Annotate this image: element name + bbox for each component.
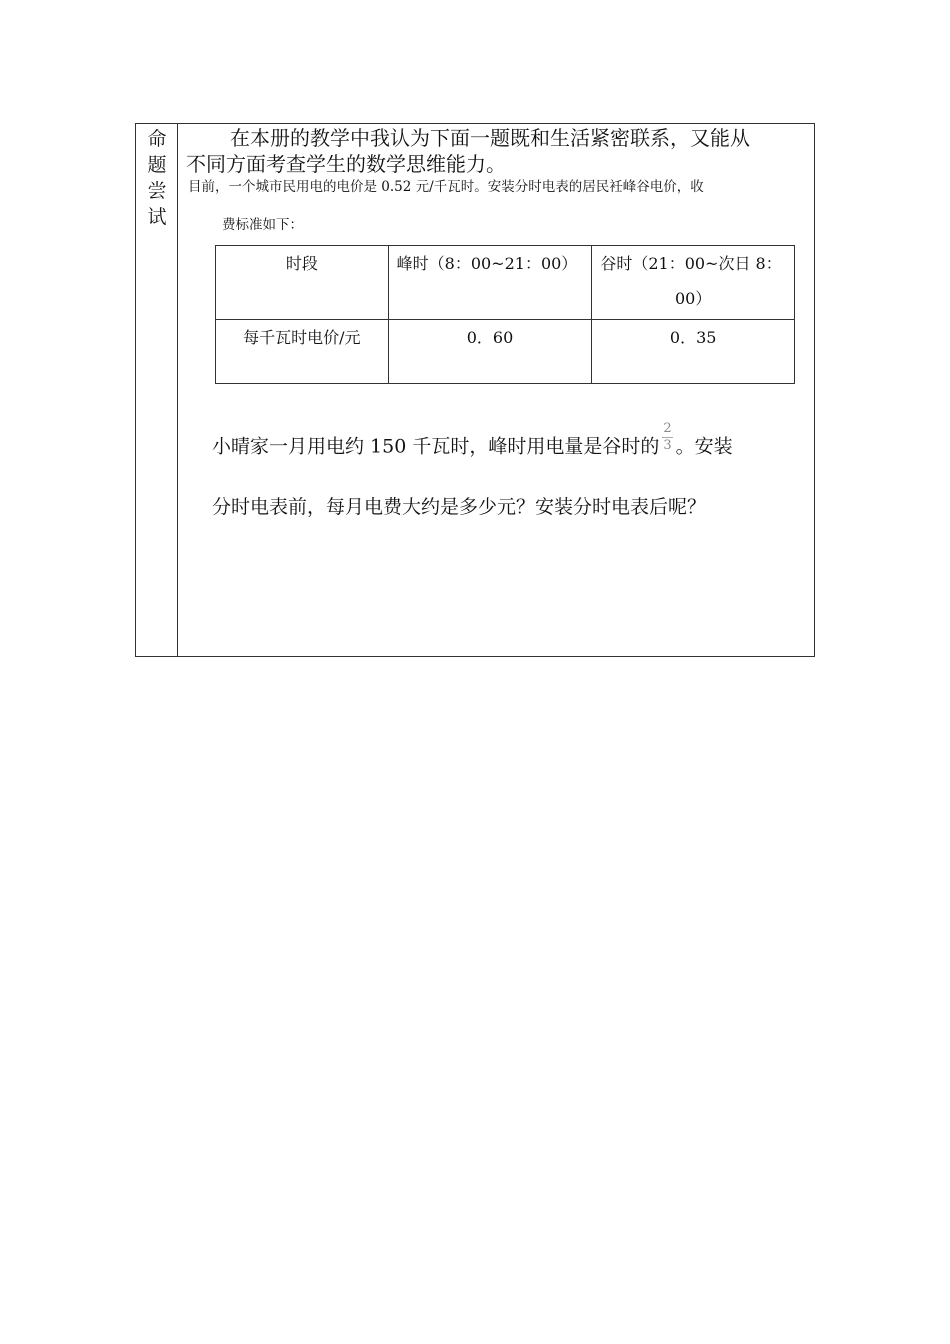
label-column [136, 124, 178, 656]
intro-paragraph [186, 125, 816, 177]
price-table [215, 245, 795, 384]
label-char: 试 [147, 206, 167, 228]
row-valley-price: 0．35 [592, 320, 795, 384]
question-line-2: 分时电表前，每月电费大约是多少元？安装分时电表后呢？ [212, 496, 707, 518]
label-char: 命 [147, 128, 167, 150]
intro-line-2: 不同方面考查学生的数学思维能力。 [186, 152, 506, 176]
fraction-denominator: 3 [663, 438, 672, 453]
problem-line-1: 目前，一个城市民用电的电价是 0.52 元/千瓦时。安装分时电表的居民衽峰谷电价，收 [188, 179, 704, 195]
question-line-1 [212, 421, 733, 464]
header-period: 时段 [216, 246, 389, 320]
header-valley [592, 246, 795, 320]
header-peak: 峰时（8：00~21：00） [388, 246, 592, 320]
fraction-numerator: 2 [663, 421, 672, 436]
content-cell [178, 124, 814, 656]
header-valley-line-2: 00） [674, 289, 712, 308]
header-valley-line-1: 谷时（21：00~次日 8： [600, 254, 782, 273]
row-label: 每千瓦时电价/元 [216, 320, 389, 384]
table-row [216, 246, 795, 320]
problem-line-2: 费标准如下： [222, 217, 303, 233]
question-part-2: 。安装 [675, 435, 733, 458]
intro-line-1: 在本册的教学中我认为下面一题既和生活紧密联系，又能从 [230, 126, 750, 150]
question-part-1: 小晴家一月用电约 150 千瓦时，峰时用电量是谷时的 [212, 435, 660, 458]
label-char: 题 [147, 154, 167, 176]
row-peak-price: 0．60 [388, 320, 592, 384]
proposal-table [135, 123, 815, 657]
table-row [216, 320, 795, 384]
fraction [662, 421, 672, 454]
label-char: 尝 [147, 180, 167, 202]
